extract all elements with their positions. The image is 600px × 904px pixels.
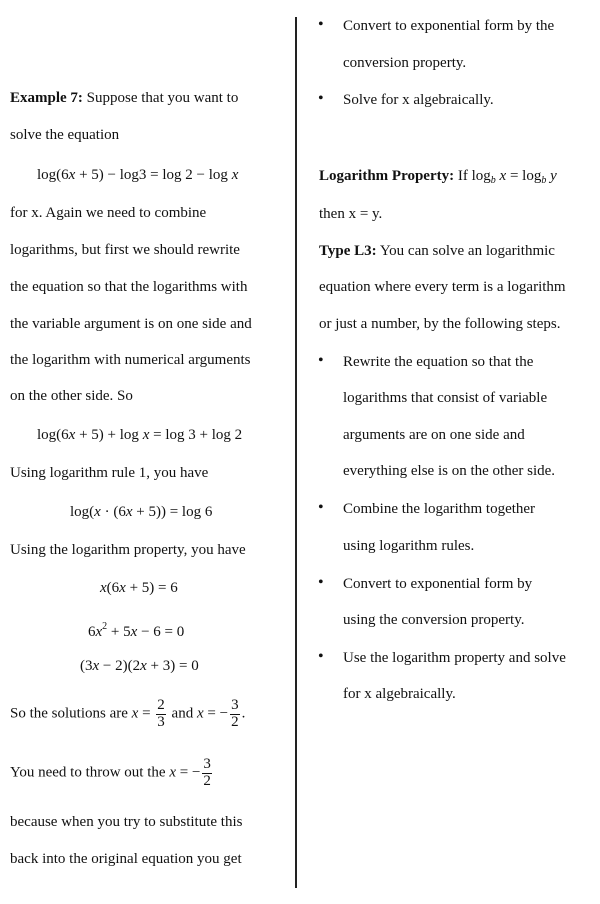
bullet-text: Convert to exponential form by the bbox=[343, 18, 555, 34]
throw-out-line: You need to throw out the x = − $\frac{3}{2}$ bbox=[10, 756, 211, 789]
bullet-icon: • bbox=[318, 499, 324, 516]
bullet-text: everything else is on the other side. bbox=[343, 463, 556, 479]
equation-combined: log(x · (6x + 5)) = log 6 bbox=[70, 504, 213, 520]
paragraph-line: the equation so that the logarithms with bbox=[10, 279, 248, 295]
bullet-text: Use the logarithm property and solve bbox=[343, 650, 566, 666]
paragraph-line: equation where every term is a logarithm bbox=[319, 279, 566, 295]
equation-original: log(6x + 5) − log3 = log 2 − log x bbox=[37, 167, 239, 183]
paragraph-line: back into the original equation you get bbox=[10, 851, 242, 867]
type-label: Type L3: bbox=[319, 243, 377, 259]
bullet-text: for x algebraically. bbox=[343, 686, 456, 702]
equation-product: x(6x + 5) = 6 bbox=[100, 580, 178, 596]
column-divider bbox=[295, 17, 297, 888]
bullet-text: Convert to exponential form by bbox=[343, 576, 533, 592]
fraction-three-halves: $\frac{3}{2}$ bbox=[231, 697, 239, 730]
bullet-icon: • bbox=[318, 352, 324, 369]
bullet-text: Combine the logarithm together bbox=[343, 501, 536, 517]
paragraph-line: on the other side. So bbox=[10, 388, 133, 404]
paragraph-line: for x. Again we need to combine bbox=[10, 205, 207, 221]
example-label: Example 7: bbox=[10, 90, 83, 106]
bullet-text: arguments are on one side and bbox=[343, 427, 525, 443]
bullet-text: logarithms that consist of variable bbox=[343, 390, 548, 406]
paragraph-line: solve the equation bbox=[10, 127, 120, 143]
paragraph-line: the logarithm with numerical arguments bbox=[10, 352, 251, 368]
bullet-text: using logarithm rules. bbox=[343, 538, 475, 554]
paragraph-line: logarithms, but first we should rewrite bbox=[10, 242, 240, 258]
property-label: Logarithm Property: bbox=[319, 168, 455, 184]
example-intro-text: Suppose that you want to bbox=[82, 90, 239, 106]
type-l3-heading: Type L3: You can solve an logarithmic bbox=[319, 243, 555, 259]
solutions-line: So the solutions are x = $\frac{2}{3}$ and x = − $\frac{3}{2}$ . bbox=[10, 697, 246, 730]
example-7-heading bbox=[10, 90, 238, 107]
paragraph-line: the variable argument is on one side and bbox=[10, 316, 252, 332]
equation-quadratic: $6x^2 + 5x - 6 = 0$ bbox=[88, 621, 185, 640]
paragraph-line: or just a number, by the following steps. bbox=[319, 316, 561, 332]
bullet-text: using the conversion property. bbox=[343, 612, 525, 628]
bullet-text: conversion property. bbox=[343, 55, 467, 71]
paragraph-line: Using the logarithm property, you have bbox=[10, 542, 246, 558]
fraction-three-halves: $\frac{3}{2}$ bbox=[203, 756, 211, 789]
bullet-icon: • bbox=[318, 574, 324, 591]
equation-rearranged: log(6x + 5) + log x = log 3 + log 2 bbox=[37, 427, 243, 443]
paragraph-line: because when you try to substitute this bbox=[10, 814, 243, 830]
paragraph-line: then x = y. bbox=[319, 206, 383, 222]
bullet-icon: • bbox=[318, 90, 324, 107]
bullet-icon: • bbox=[318, 648, 324, 665]
bullet-icon: • bbox=[318, 16, 324, 33]
fraction-two-thirds: $\frac{2}{3}$ bbox=[157, 697, 165, 730]
equation-factored: (3x − 2)(2x + 3) = 0 bbox=[80, 658, 199, 674]
paragraph-line: Using logarithm rule 1, you have bbox=[10, 465, 209, 481]
bullet-text: Rewrite the equation so that the bbox=[343, 354, 534, 370]
logarithm-property: Logarithm Property: If $\log_b x = \log_b y$ bbox=[319, 168, 557, 186]
bullet-text: Solve for x algebraically. bbox=[343, 92, 494, 108]
